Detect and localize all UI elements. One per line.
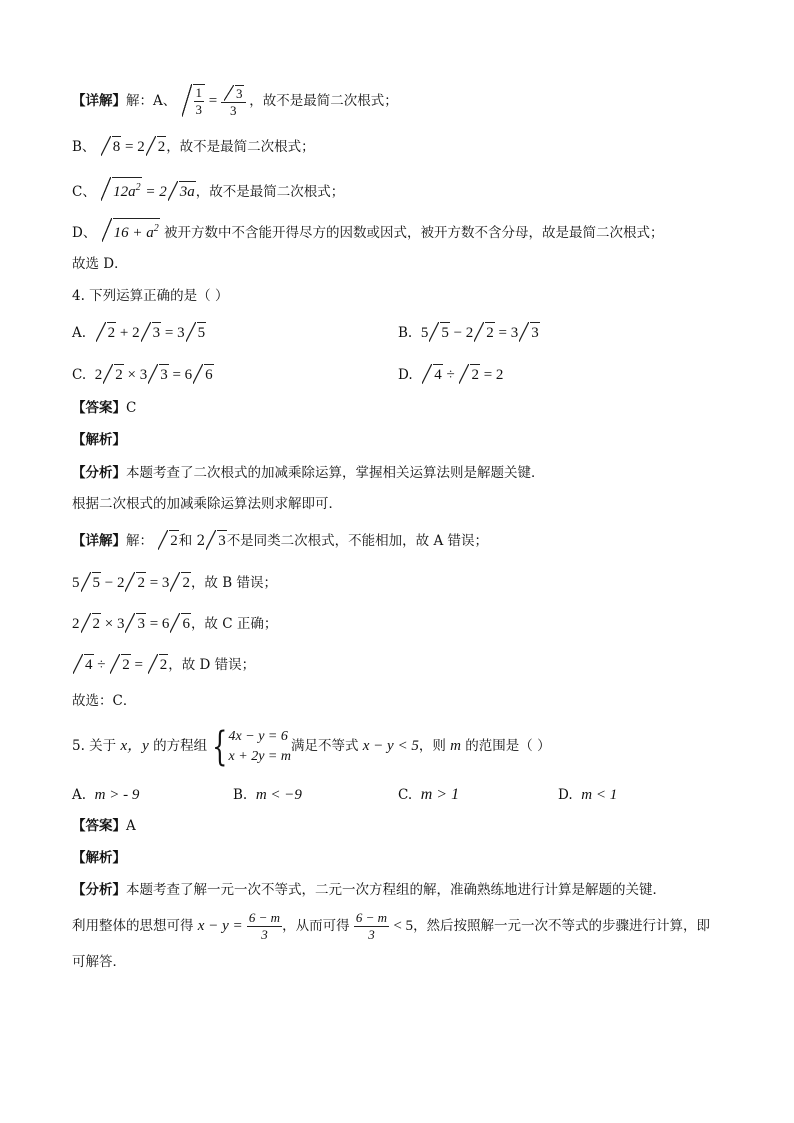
formula-d: $16 + a^2$ <box>101 225 160 241</box>
formula-c: $12a^2 = 2$ 3a <box>100 184 196 200</box>
option-4d: D. 4 ÷ 2 = 2 <box>398 364 503 385</box>
detail-d-label: D、 <box>72 225 97 241</box>
answer-4-line: 【答案】C <box>72 400 137 416</box>
question-4-stem: 4. 下列运算正确的是（ ） <box>72 288 229 304</box>
xiangjie-4-line3: 2 2 × 3 3 = 6 6，故 C 正确； <box>72 613 277 634</box>
detail-b-label: B、 <box>72 139 96 155</box>
analysis-5-tag: 【解析】 <box>72 850 126 866</box>
detail-b-line <box>72 136 315 157</box>
option-4c: C. 2 2 × 3 3 = 6 6 <box>72 364 214 385</box>
fraction-6-minus-m: $\frac{6 - m}{3}$ <box>248 910 281 942</box>
fraction-6-minus-m-2: $\frac{6 - m}{3}$ <box>355 910 388 942</box>
choose-d-line: 故选 D． <box>72 256 128 272</box>
option-5a: A. m > - 9 <box>72 787 140 803</box>
xiangjie-4-line2: 5 5 − 2 2 = 3 2，故 B 错误； <box>72 572 277 593</box>
analysis-4-tag: 【解析】 <box>72 432 126 448</box>
detail-a-line <box>72 84 398 119</box>
fenxi-4-line: 【分析】本题考查了二次根式的加减乘除运算，掌握相关运算法则是解题关键． <box>72 465 545 481</box>
detail-c-text: ，故不是最简二次根式； <box>195 184 345 200</box>
formula-a: $\frac{1}{3}$ = $\frac{3}{3}$ <box>181 93 250 109</box>
detail-d-line <box>72 218 664 243</box>
option-4b: B. 5 5 − 2 2 = 3 3 <box>398 322 540 343</box>
detail-a-lead: 解：A、 <box>126 92 177 109</box>
answer-5-value: A <box>126 818 136 834</box>
detail-d-text: 被开方数中不含能开得尽方的因数或因式，被开方数不含分母，故是最简二次根式； <box>164 225 664 241</box>
equation-system: { 4x − y = 6 x + 2y = m <box>212 723 291 770</box>
question-5-stem: 5. 关于 x，y 的方程组 { 4x − y = 6 x + 2y = m 满足不等式 x − y < 5，则 m 的范围是（ ） <box>72 723 551 770</box>
fenxi-5-line: 【分析】本题考查了解一元一次不等式，二元一次方程组的解，准确熟练地进行计算是解题的关键． <box>72 882 666 898</box>
detail-tag: 【详解】 <box>72 92 126 109</box>
fenxi-5-line2: 利用整体的思想可得 x − y = $\frac{6 - m}{3}$ ，从而可得 $\frac{6 - m}{3}$ < 5，然后按照解一元一次不等式的步骤进行计算，即 <box>72 910 711 942</box>
fenxi-4-line2: 根据二次根式的加减乘除运算法则求解即可． <box>72 496 342 512</box>
formula-b: 8 = 2 2 <box>100 139 166 155</box>
xiangjie-4-line5: 故选：C． <box>72 693 137 709</box>
detail-c-line <box>72 177 344 202</box>
fraction-sqrt3-over-3: $\frac{3}{3}$ <box>221 85 246 119</box>
answer-5-line: 【答案】A <box>72 818 136 834</box>
xiangjie-4-line1: 【详解】解： 2和 2 3不是同类二次根式，不能相加，故 A 错误； <box>72 530 488 551</box>
option-4a: A. 2 + 2 3 = 3 5 <box>72 322 206 343</box>
sqrt-one-third: $\frac{1}{3}$ <box>182 84 206 118</box>
detail-b-text: ，故不是最简二次根式； <box>166 139 315 155</box>
option-5c: C. m > 1 <box>398 786 460 803</box>
option-5d: D. m < 1 <box>558 787 618 803</box>
fenxi-5-line3: 可解答． <box>72 954 126 970</box>
detail-a-text: ，故不是最简二次根式； <box>249 92 398 109</box>
answer-4-value: C <box>126 400 137 416</box>
option-5b: B. m < −9 <box>233 787 302 803</box>
xiangjie-4-line4: 4 ÷ 2 = 2，故 D 错误； <box>72 654 255 675</box>
detail-c-label: C、 <box>72 184 96 200</box>
